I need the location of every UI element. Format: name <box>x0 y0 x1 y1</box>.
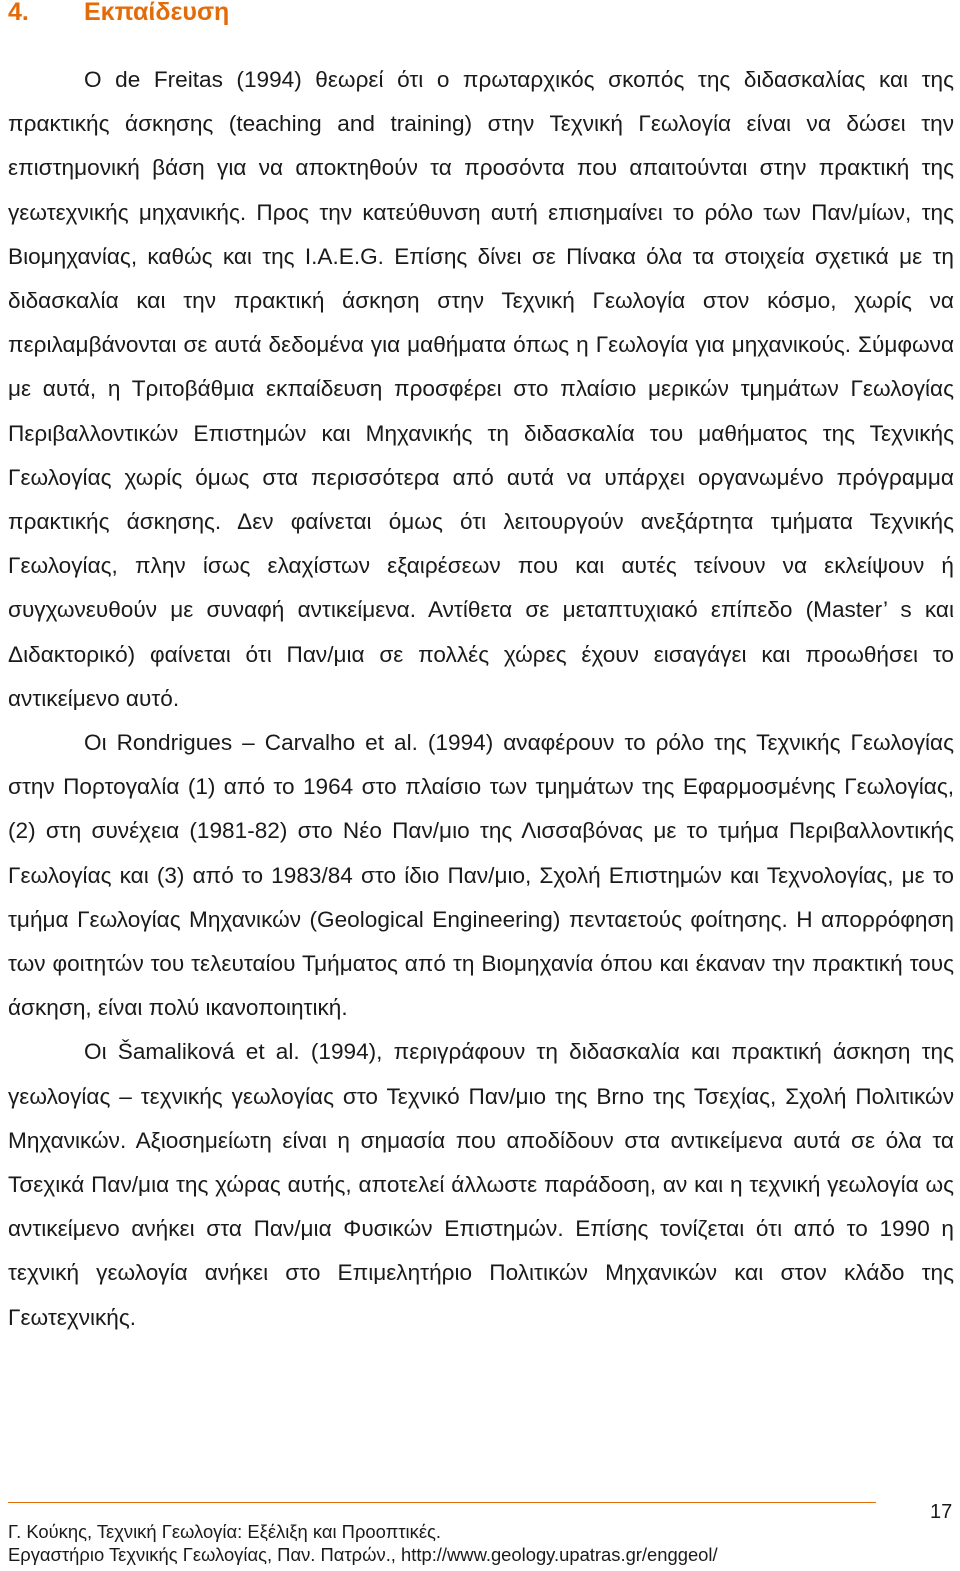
footer-lab-line: Εργαστήριο Τεχνικής Γεωλογίας, Παν. Πατρών., http://www.geology.upatras.gr/enggeol/ <box>8 1544 718 1565</box>
footer-author-line: Γ. Κούκης, Τεχνική Γεωλογία: Εξέλιξη και Προοπτικές. <box>8 1521 442 1542</box>
paragraph: Οι Rondrigues – Carvalho et al. (1994) αναφέρουν το ρόλο της Τεχνικής Γεωλογίας στην Πορτογαλία (1) από το 1964 στο πλαίσιο των τμημάτων της Εφαρμοσμένης Γεωλογίας, (2) στη συνέχεια (1981-82) στο Νέο Παν/μιο της Λισσαβόνας με το τμήμα Περιβαλλοντικής Γεωλογίας και (3) από το 1983/84 στο ίδιο Παν/μιο, Σχολή Επιστημών και Τεχνολογίας, με το τμήμα Γεωλογίας Μηχανικών (Geological Engineering) πενταετούς φοίτησης. Η απορρόφηση των φοιτητών του τελευταίου Τμήματος από τη Βιομηχανία όπου και έκαναν την πρακτική τους άσκηση, είναι πολύ ικανοποιητική. <box>8 730 954 1021</box>
footer-divider <box>8 1502 876 1503</box>
page-number: 17 <box>930 1501 953 1523</box>
section-number: 4. <box>8 0 29 26</box>
section-heading <box>8 0 229 28</box>
paragraph: Ο de Freitas (1994) θεωρεί ότι ο πρωταρχικός σκοπός της διδασκαλίας και της πρακτικής άσκησης (teaching and training) στην Τεχνική Γεωλογία είναι να δώσει την επιστημονική βάση για να αποκτηθούν τα προσόντα που απαιτούνται στην πρακτική της γεωτεχνικής μηχανικής. Προς την κατεύθυνση αυτή επισημαίνει το ρόλο των Παν/μίων, της Βιομηχανίας, καθώς και της I.A.E.G. Επίσης δίνει σε Πίνακα όλα τα στοιχεία σχετικά με τη διδασκαλία και την πρακτική άσκηση στην Τεχνική Γεωλογία στον κόσμο, χωρίς να περιλαμβάνονται σε αυτά δεδομένα για μαθήματα όπως η Γεωλογία για μηχανικούς. Σύμφωνα με αυτά, η Τριτοβάθμια εκπαίδευση προσφέρει στο πλαίσιο μερικών τμημάτων Γεωλογίας Περιβαλλοντικών Επιστημών και Μηχανικής τη διδασκαλία του μαθήματος της Τεχνικής Γεωλογίας χωρίς όμως στα περισσότερα από αυτά να υπάρχει οργανωμένο πρόγραμμα πρακτικής άσκησης. Δεν φαίνεται όμως ότι λειτουργούν ανεξάρτητα τμήματα Τεχνικής Γεωλογίας, πλην ίσως ελαχίστων εξαιρέσεων που και αυτές τείνουν να εκλείψουν ή συγχωνευθούν με συναφή αντικείμενα. Αντίθετα σε μεταπτυχιακό επίπεδο (Master’ s και Διδακτορικό) φαίνεται ότι Παν/μια σε πολλές χώρες έχουν εισαγάγει και προωθήσει το αντικείμενο αυτό. <box>8 67 954 711</box>
footer <box>8 1520 718 1566</box>
section-title: Εκπαίδευση <box>84 0 230 26</box>
body-text <box>8 58 954 1340</box>
paragraph: Οι Šamaliková et al. (1994), περιγράφουν τη διδασκαλία και πρακτική άσκηση της γεωλογίας – τεχνικής γεωλογίας στο Τεχνικό Παν/μιο της Brno της Τσεχίας, Σχολή Πολιτικών Μηχανικών. Αξιοσημείωτη είναι η σημασία που αποδίδουν στα αντικείμενα αυτά σε όλα τα Τσεχικά Παν/μια της χώρας αυτής, αποτελεί άλλωστε παράδοση, αν και η τεχνική γεωλογία ως αντικείμενο ανήκει στα Παν/μια Φυσικών Επιστημών. Επίσης τονίζεται ότι από το 1990 η τεχνική γεωλογία ανήκει στο Επιμελητήριο Πολιτικών Μηχανικών και στον κλάδο της Γεωτεχνικής. <box>8 1039 954 1330</box>
